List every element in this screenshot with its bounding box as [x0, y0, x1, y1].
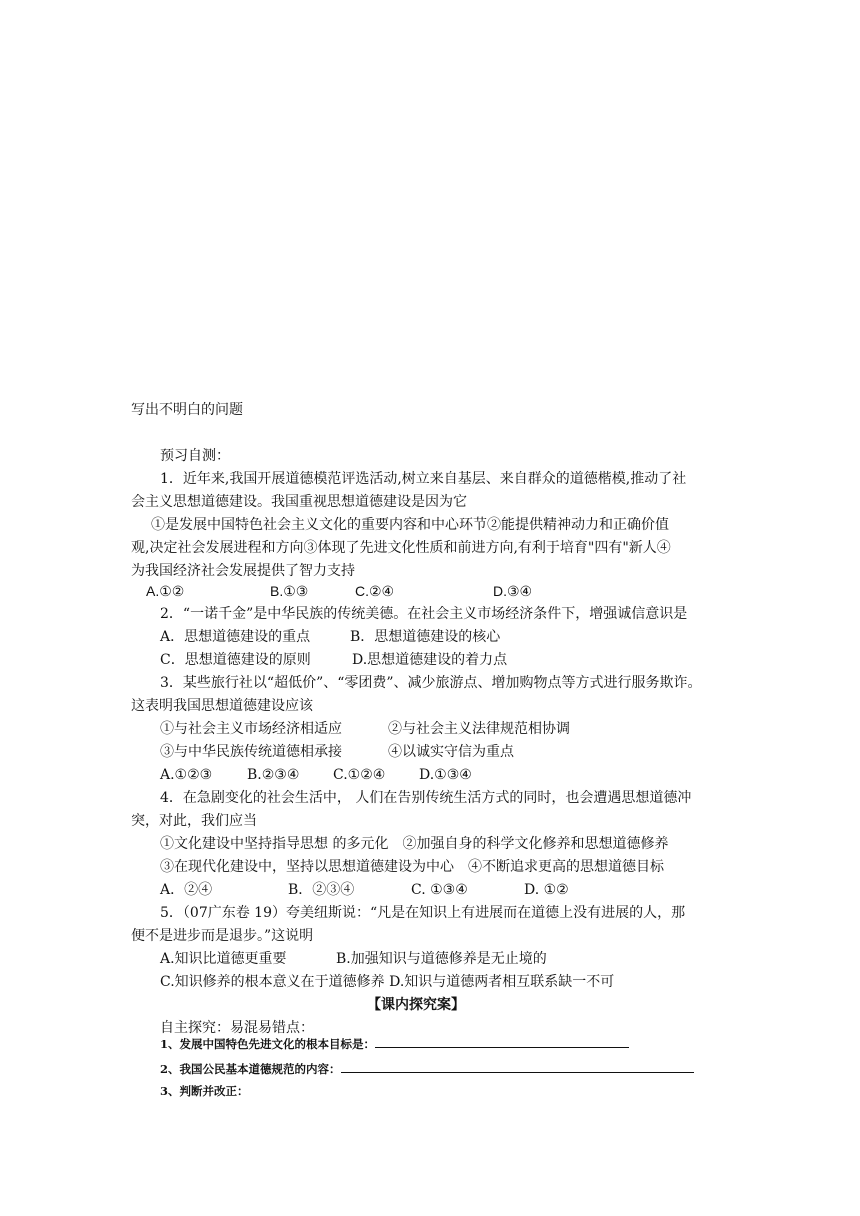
- q5-option-a: A.知识比道德更重要: [160, 951, 287, 967]
- q2-option-b: B．思想道德建设的核心: [350, 629, 501, 645]
- q4-stem-line2: 突，对此，我们应当: [131, 813, 257, 829]
- q3-option-d: D.①③④: [419, 767, 472, 783]
- answer-blank-1[interactable]: [375, 1033, 629, 1048]
- inclass-item-1: [160, 1033, 629, 1054]
- q4-statements-line2: ③在现代化建设中，坚持以思想道德建设为中心 ④不断追求更高的思想道德目标: [160, 859, 664, 875]
- q1-stem-line1: 1．近年来,我国开展道德模范评选活动,树立来自基层、来自群众的道德楷模,推动了社: [160, 471, 687, 487]
- q4-option-c: C. ①③④: [411, 882, 468, 898]
- q3-statement-4: ④以诚实守信为重点: [388, 744, 514, 760]
- q4-stem-line1: 4．在急剧变化的社会生活中， 人们在告别传统生活方式的同时，也会遭遇思想道德冲: [160, 790, 692, 806]
- q2-stem: 2．“一诺千金”是中华民族的传统美德。在社会主义市场经济条件下，增强诚信意识是: [160, 606, 688, 622]
- q5-stem-line2: 便不是进步而是退步。”这说明: [131, 928, 314, 944]
- inclass-item-3: 3、判断并改正：: [160, 1084, 249, 1098]
- inclass-item-2-label: 2、我国公民基本道德规范的内容：: [160, 1062, 341, 1076]
- q1-option-a: A.①②: [146, 583, 185, 599]
- q3-stem-line1: 3．某些旅行社以“超低价”、“零团费”、减少旅游点、增加购物点等方式进行服务欺诈。: [160, 675, 702, 691]
- q1-statements-line1: ①是发展中国特色社会主义文化的重要内容和中心环节②能提供精神动力和正确价值: [151, 517, 669, 533]
- q2-option-c: C．思想道德建设的原则: [160, 652, 311, 668]
- q4-option-d: D. ①②: [524, 882, 569, 898]
- q4-option-b: B．②③④: [288, 882, 355, 898]
- q2-option-a: A．思想道德建设的重点: [160, 629, 311, 645]
- answer-blank-2[interactable]: [341, 1058, 694, 1073]
- inclass-item-1-label: 1、发展中国特色先进文化的根本目标是：: [160, 1037, 375, 1051]
- q4-option-a: A．②④: [160, 882, 213, 898]
- inclass-subheading: 自主探究：易混易错点：: [160, 1020, 314, 1036]
- q5-option-cd: C.知识修养的根本意义在于道德修养 D.知识与道德两者相互联系缺一不可: [160, 974, 615, 990]
- section-self-test: 预习自测：: [160, 448, 230, 464]
- q3-option-b: B.②③④: [247, 767, 300, 783]
- q4-statements-line1: ①文化建设中坚持指导思想 的多元化 ②加强自身的科学文化修养和思想道德修养: [160, 836, 669, 852]
- q5-stem-line1: 5．（07广东卷 19）夸美纽斯说：“凡是在知识上有进展而在道德上没有进展的人，那: [160, 905, 686, 921]
- q5-option-b: B.加强知识与道德修养是无止境的: [336, 951, 547, 967]
- q3-option-c: C.①②④: [333, 767, 386, 783]
- q3-statement-2: ②与社会主义法律规范相协调: [388, 721, 570, 737]
- q1-option-c: C.②④: [355, 583, 395, 599]
- q3-option-a: A.①②③: [160, 767, 213, 783]
- q3-stem-line2: 这表明我国思想道德建设应该: [131, 698, 313, 714]
- q2-option-d: D.思想道德建设的着力点: [352, 652, 508, 668]
- q3-statement-3: ③与中华民族传统道德相承接: [160, 744, 342, 760]
- q1-option-b: B.①③: [270, 583, 309, 599]
- inclass-heading: 【课内探究案】: [367, 997, 465, 1013]
- section-unclear-questions: 写出不明白的问题: [131, 402, 243, 418]
- inclass-item-2: [160, 1058, 694, 1079]
- q1-statements-line3: 为我国经济社会发展提供了智力支持: [131, 563, 355, 579]
- q1-option-d: D.③④: [493, 583, 533, 599]
- q3-statement-1: ①与社会主义市场经济相适应: [160, 721, 342, 737]
- q1-statements-line2: 观,决定社会发展进程和方向③体现了先进文化性质和前进方向,有利于培育"四有"新人④: [131, 540, 671, 556]
- q1-stem-line2: 会主义思想道德建设。我国重视思想道德建设是因为它: [131, 494, 467, 510]
